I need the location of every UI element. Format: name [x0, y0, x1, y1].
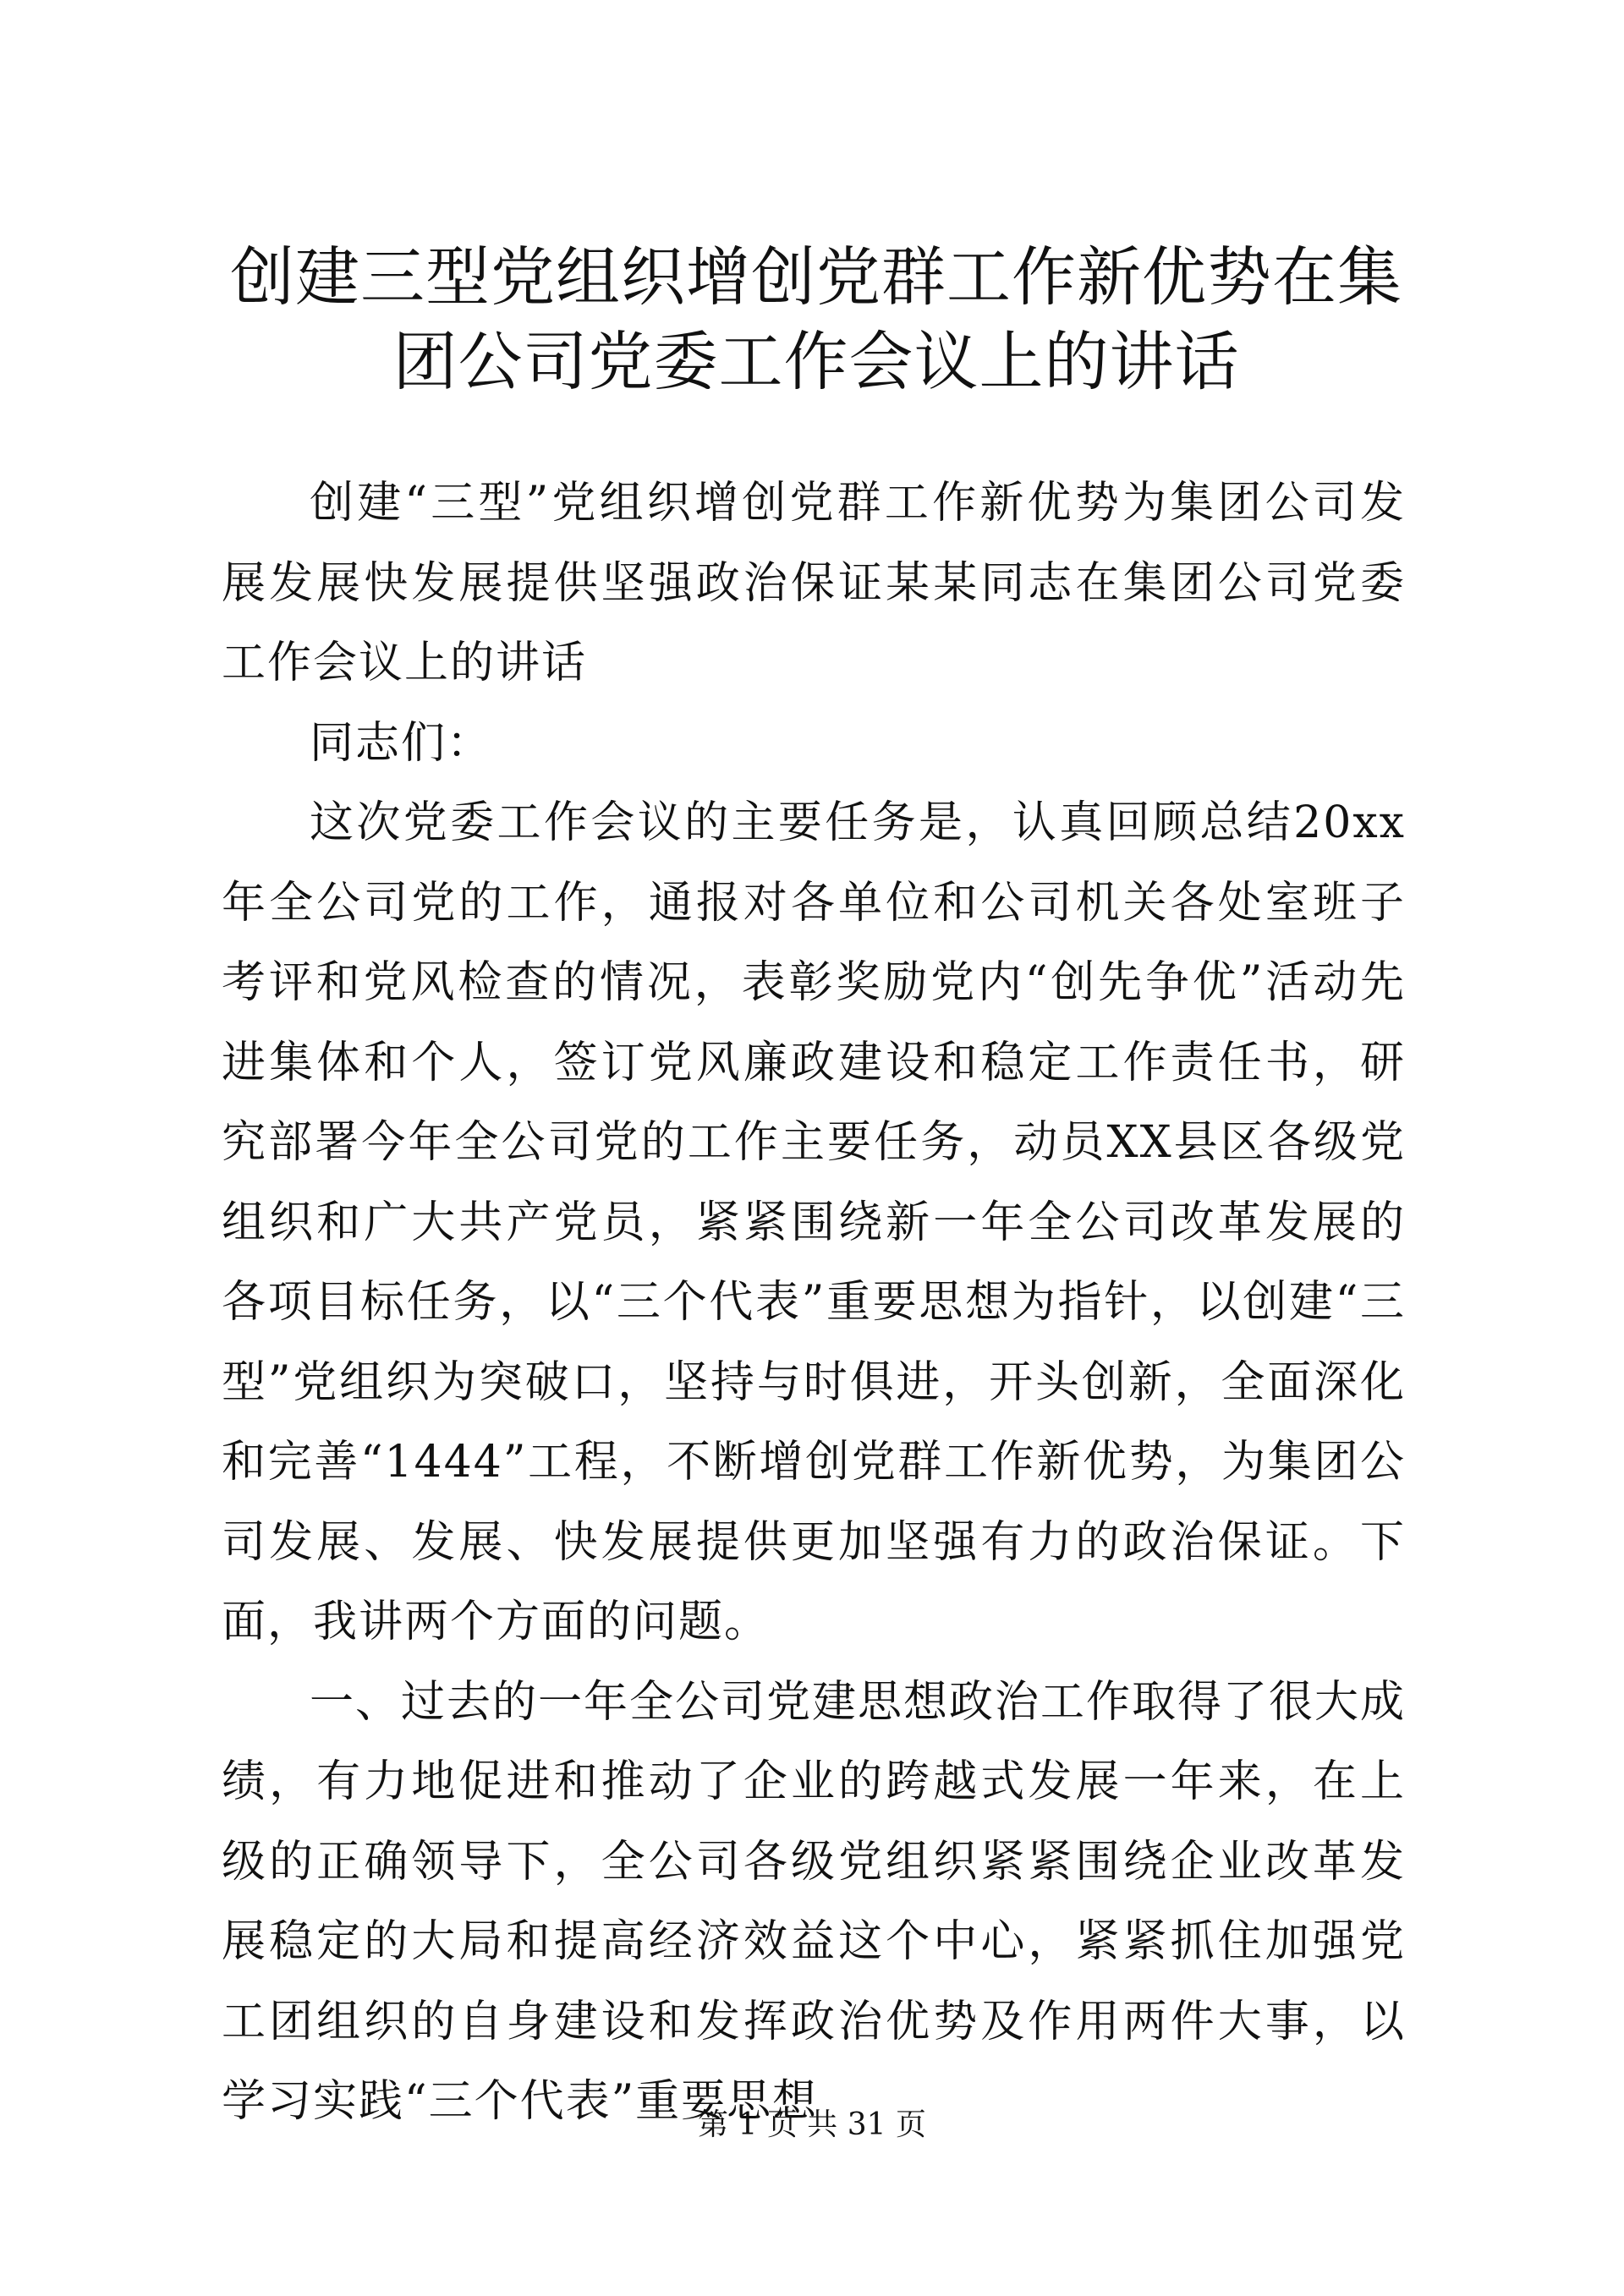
page-footer: 第 1 页 共 31 页	[698, 2107, 926, 2142]
paragraph-subtitle: 创建“三型”党组织增创党群工作新优势为集团公司发展发展快发展提供坚强政治保证某某同志在集团公司党委工作会议上的讲话	[222, 478, 1406, 688]
document-body	[222, 463, 1406, 2142]
paragraph-section-one: 一、过去的一年全公司党建思想政治工作取得了很大成绩，有力地促进和推动了企业的跨越式发展一年来，在上级的正确领导下，全公司各级党组织紧紧围绕企业改革发展稳定的大局和提高经济效益这个中心，紧紧抓住加强党工团组织的自身建设和发挥政治优势及作用两件大事，以学习实践“三个代表”重要思想	[222, 1676, 1407, 2127]
paragraph-intro: 这次党委工作会议的主要任务是，认真回顾总结20xx年全公司党的工作，通报对各单位和公司机关各处室班子考评和党风检查的情况，表彰奖励党内“创先争优”活动先进集体和个人，签订党风廉政建设和稳定工作责任书，研究部署今年全公司党的工作主要任务，动员XX县区各级党组织和广大共产党员，紧紧围绕新一年全公司改革发展的各项目标任务，以“三个代表”重要思想为指针，以创建“三型”党组织为突破口，坚持与时俱进，开头创新，全面深化和完善“1444”工程，不断增创党群工作新优势，为集团公司发展、发展、快发展提供更加坚强有力的政治保证。下面，我讲两个方面的问题。	[222, 797, 1406, 1647]
paragraph-salutation: 同志们：	[310, 717, 493, 769]
document-title: 创建三型党组织增创党群工作新优势在集团公司党委工作会议上的讲话	[230, 239, 1402, 399]
